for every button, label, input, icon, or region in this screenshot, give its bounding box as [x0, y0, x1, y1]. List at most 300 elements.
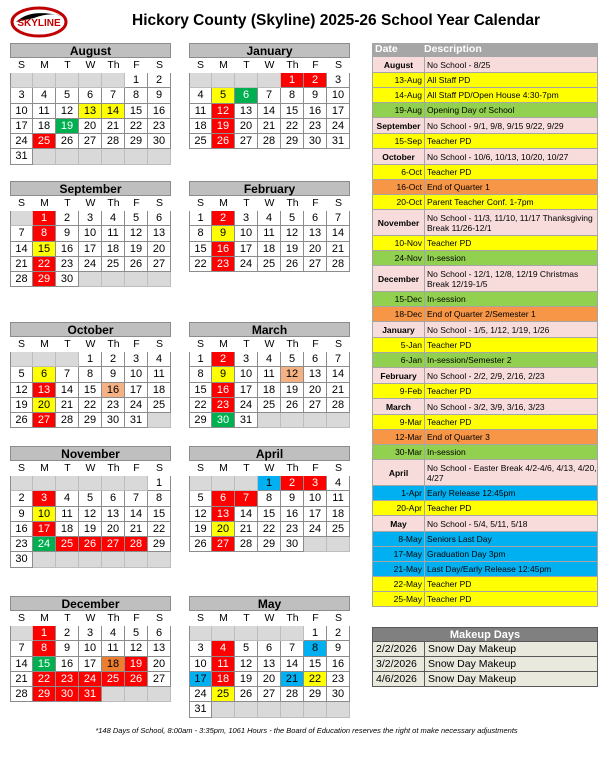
weekday-label: Th [286, 59, 299, 71]
empty-cell [33, 149, 56, 164]
day-cell: 20 [304, 242, 327, 257]
day-cell: 1 [125, 73, 148, 88]
month-title: December [10, 596, 171, 611]
day-cell: 2 [148, 73, 171, 88]
day-cell: 11 [189, 104, 212, 119]
weekday-label: T [243, 612, 250, 624]
weekday-label: W [264, 338, 275, 350]
empty-cell [10, 352, 33, 367]
legend-row [372, 118, 598, 134]
month-title: August [10, 43, 171, 58]
day-cell: 19 [281, 242, 304, 257]
day-cell: 21 [125, 522, 148, 537]
day-cell: 29 [33, 272, 56, 287]
day-cell: 31 [189, 702, 212, 717]
weekday-label: F [133, 462, 140, 474]
day-cell: 2 [327, 626, 350, 641]
day-cell: 24 [235, 257, 258, 272]
day-cell: 12 [10, 383, 33, 398]
weekday-header [189, 337, 350, 352]
day-cell: 23 [212, 398, 235, 413]
empty-cell [235, 702, 258, 717]
empty-cell [79, 149, 102, 164]
day-cell: 12 [125, 641, 148, 656]
day-cell: 31 [125, 413, 148, 428]
day-cell: 30 [281, 537, 304, 552]
page-title: Hickory County (Skyline) 2025-26 School Year Calendar [132, 12, 541, 29]
day-cell: 19 [189, 522, 212, 537]
day-cell: 18 [148, 383, 171, 398]
day-cell: 31 [235, 413, 258, 428]
day-cell: 17 [33, 522, 56, 537]
legend-description: In-session [427, 294, 466, 304]
day-cell: 10 [125, 367, 148, 382]
day-grid [189, 211, 350, 272]
legend-description: End of Quarter 1 [427, 182, 490, 192]
legend-date: 19-Aug [373, 103, 425, 117]
day-cell: 14 [235, 507, 258, 522]
day-cell: 16 [212, 383, 235, 398]
empty-cell [125, 272, 148, 287]
day-cell: 28 [10, 272, 33, 287]
day-cell: 18 [56, 522, 79, 537]
day-cell: 10 [235, 367, 258, 382]
day-cell: 23 [102, 398, 125, 413]
day-cell: 4 [102, 626, 125, 641]
weekday-header [10, 611, 171, 626]
empty-cell [56, 552, 79, 567]
day-cell: 29 [281, 134, 304, 149]
day-cell: 19 [281, 383, 304, 398]
day-cell: 19 [56, 119, 79, 134]
month-title: May [189, 596, 350, 611]
day-cell: 25 [56, 537, 79, 552]
legend-description: Teacher PD [427, 579, 472, 589]
makeup-title: Makeup Days [372, 627, 598, 642]
day-cell: 30 [56, 272, 79, 287]
empty-cell [235, 626, 258, 641]
legend-row [372, 547, 598, 562]
day-cell: 12 [281, 367, 304, 382]
weekday-label: Th [286, 462, 299, 474]
day-cell: 13 [304, 226, 327, 241]
empty-cell [258, 73, 281, 88]
day-cell: 28 [258, 134, 281, 149]
day-cell: 1 [148, 476, 171, 491]
day-cell: 3 [33, 491, 56, 506]
legend-description: Last Day/Early Release 12:45pm [427, 564, 552, 574]
day-cell: 5 [56, 88, 79, 103]
legend-row [372, 577, 598, 592]
day-cell: 22 [33, 672, 56, 687]
day-grid [189, 626, 350, 718]
empty-cell [212, 626, 235, 641]
day-cell: 4 [102, 211, 125, 226]
day-cell: 6 [212, 491, 235, 506]
legend-date: 20-Apr [373, 501, 425, 515]
legend-date: 17-May [373, 547, 425, 561]
day-cell: 26 [125, 672, 148, 687]
day-cell: 6 [33, 367, 56, 382]
legend-description: In-session/Semester 2 [427, 355, 512, 365]
day-cell: 19 [10, 398, 33, 413]
day-cell: 4 [327, 476, 350, 491]
day-cell: 1 [258, 476, 281, 491]
legend-row [372, 165, 598, 180]
day-cell: 3 [235, 352, 258, 367]
day-cell: 10 [79, 226, 102, 241]
legend-date: 1-Apr [373, 486, 425, 500]
day-grid [10, 476, 171, 568]
day-cell: 22 [125, 119, 148, 134]
day-cell: 22 [304, 672, 327, 687]
day-cell: 4 [258, 211, 281, 226]
legend-description: No School - 11/3, 11/10, 11/17 Thanksgiving Break 11/26-12/1 [427, 212, 593, 233]
legend-date: 15-Dec [373, 292, 425, 306]
day-cell: 21 [327, 383, 350, 398]
legend-description: End of Quarter 2/Semester 1 [427, 309, 536, 319]
weekday-label: S [155, 612, 163, 624]
day-cell: 6 [258, 641, 281, 656]
weekday-label: S [17, 462, 25, 474]
day-cell: 13 [258, 657, 281, 672]
day-cell: 22 [79, 398, 102, 413]
day-cell: 2 [304, 73, 327, 88]
day-cell: 21 [235, 522, 258, 537]
empty-cell [148, 413, 171, 428]
day-cell: 28 [327, 257, 350, 272]
day-cell: 17 [10, 119, 33, 134]
day-cell: 6 [304, 352, 327, 367]
day-cell: 15 [33, 657, 56, 672]
weekday-label: F [312, 59, 319, 71]
weekday-label: W [85, 59, 96, 71]
day-cell: 2 [56, 626, 79, 641]
empty-cell [79, 552, 102, 567]
day-cell: 2 [102, 352, 125, 367]
day-cell: 12 [281, 226, 304, 241]
day-cell: 19 [212, 119, 235, 134]
day-cell: 24 [33, 537, 56, 552]
day-cell: 31 [10, 149, 33, 164]
day-cell: 17 [235, 383, 258, 398]
legend-row [372, 445, 598, 460]
day-cell: 24 [10, 134, 33, 149]
day-cell: 2 [10, 491, 33, 506]
empty-cell [189, 626, 212, 641]
empty-cell [33, 476, 56, 491]
empty-cell [281, 413, 304, 428]
day-cell: 16 [304, 104, 327, 119]
day-cell: 24 [79, 257, 102, 272]
legend-date: 16-Oct [373, 180, 425, 194]
day-cell: 20 [148, 242, 171, 257]
day-cell: 18 [258, 242, 281, 257]
day-cell: 21 [258, 119, 281, 134]
legend-description: No School - 2/2, 2/9, 2/16, 2/23 [427, 370, 545, 381]
day-cell: 25 [212, 687, 235, 702]
day-cell: 2 [212, 211, 235, 226]
day-grid [10, 73, 171, 165]
empty-cell [102, 272, 125, 287]
day-cell: 17 [125, 383, 148, 398]
weekday-label: W [85, 462, 96, 474]
day-cell: 8 [33, 226, 56, 241]
day-cell: 15 [189, 383, 212, 398]
weekday-label: M [40, 462, 49, 474]
empty-cell [148, 552, 171, 567]
empty-cell [10, 211, 33, 226]
day-cell: 11 [148, 367, 171, 382]
footer-note: *148 Days of School, 8:00am - 3:35pm, 1061 Hours - the Board of Education reserves the right ot make necessary adjustments [95, 726, 518, 735]
day-cell: 26 [79, 537, 102, 552]
empty-cell [189, 476, 212, 491]
day-cell: 13 [148, 641, 171, 656]
day-cell: 10 [10, 104, 33, 119]
weekday-label: F [133, 338, 140, 350]
weekday-label: W [85, 197, 96, 209]
legend-description: No School - 1/5, 1/12, 1/19, 1/26 [427, 324, 550, 335]
legend-description: Teacher PD [427, 417, 472, 427]
day-cell: 3 [304, 476, 327, 491]
day-cell: 22 [281, 119, 304, 134]
day-cell: 11 [33, 104, 56, 119]
weekday-label: S [196, 197, 204, 209]
weekday-label: W [264, 612, 275, 624]
day-cell: 13 [235, 104, 258, 119]
empty-cell [56, 476, 79, 491]
day-cell: 2 [212, 352, 235, 367]
legend-date: 25-May [373, 592, 425, 606]
legend-description: Teacher PD [427, 386, 472, 396]
legend-row [372, 57, 598, 73]
day-cell: 26 [281, 398, 304, 413]
weekday-label: T [64, 462, 71, 474]
day-cell: 5 [235, 641, 258, 656]
legend-row [372, 430, 598, 445]
weekday-label: M [219, 59, 228, 71]
weekday-label: M [219, 197, 228, 209]
day-cell: 23 [281, 522, 304, 537]
weekday-label: S [334, 338, 342, 350]
weekday-label: W [85, 338, 96, 350]
month-april [189, 446, 350, 552]
legend-description: No School - 3/2, 3/9, 3/16, 3/23 [427, 401, 545, 412]
day-cell: 29 [79, 413, 102, 428]
day-cell: 20 [33, 398, 56, 413]
empty-cell [102, 476, 125, 491]
weekday-label: S [155, 338, 163, 350]
weekday-label: S [155, 462, 163, 474]
day-cell: 1 [79, 352, 102, 367]
legend-description: No School - 5/4, 5/11, 5/18 [427, 518, 528, 529]
empty-cell [281, 626, 304, 641]
legend-row [372, 103, 598, 118]
day-grid [189, 73, 350, 149]
day-cell: 8 [189, 367, 212, 382]
day-cell: 29 [148, 537, 171, 552]
month-february [189, 181, 350, 272]
weekday-label: Th [107, 338, 120, 350]
makeup-row [372, 642, 598, 657]
day-cell: 8 [33, 641, 56, 656]
legend-row [372, 592, 598, 607]
weekday-header [10, 196, 171, 211]
day-cell: 29 [189, 413, 212, 428]
day-cell: 10 [189, 657, 212, 672]
day-cell: 6 [148, 626, 171, 641]
weekday-label: M [219, 612, 228, 624]
day-cell: 29 [304, 687, 327, 702]
legend-date: 12-Mar [373, 430, 425, 444]
day-cell: 6 [148, 211, 171, 226]
month-title: April [189, 446, 350, 461]
day-cell: 6 [79, 88, 102, 103]
legend-date: 15-Sep [373, 134, 425, 148]
day-cell: 7 [10, 641, 33, 656]
day-cell: 21 [327, 242, 350, 257]
day-cell: 7 [102, 88, 125, 103]
day-cell: 14 [10, 242, 33, 257]
day-cell: 21 [10, 257, 33, 272]
day-cell: 14 [281, 657, 304, 672]
day-cell: 28 [327, 398, 350, 413]
day-cell: 3 [125, 352, 148, 367]
legend-date: February [373, 368, 425, 383]
empty-cell [327, 537, 350, 552]
day-cell: 26 [212, 134, 235, 149]
legend-date: 8-May [373, 532, 425, 546]
month-may [189, 596, 350, 718]
weekday-label: M [40, 338, 49, 350]
weekday-header [10, 58, 171, 73]
weekday-label: T [243, 462, 250, 474]
day-cell: 8 [304, 641, 327, 656]
day-cell: 4 [258, 352, 281, 367]
weekday-label: T [243, 59, 250, 71]
day-grid [10, 626, 171, 702]
day-cell: 22 [33, 257, 56, 272]
day-cell: 23 [10, 537, 33, 552]
legend-row [372, 368, 598, 384]
day-cell: 26 [10, 413, 33, 428]
month-december [10, 596, 171, 702]
day-grid [189, 352, 350, 428]
day-cell: 15 [148, 507, 171, 522]
day-cell: 18 [102, 657, 125, 672]
month-title: September [10, 181, 171, 196]
day-cell: 16 [56, 242, 79, 257]
day-cell: 24 [327, 119, 350, 134]
weekday-label: T [64, 59, 71, 71]
day-cell: 17 [189, 672, 212, 687]
day-cell: 7 [327, 211, 350, 226]
empty-cell [10, 626, 33, 641]
day-cell: 7 [258, 88, 281, 103]
empty-cell [258, 413, 281, 428]
weekday-label: Th [107, 197, 120, 209]
legend-row [372, 415, 598, 430]
day-cell: 14 [10, 657, 33, 672]
month-march [189, 322, 350, 428]
day-cell: 20 [148, 657, 171, 672]
legend-date: 9-Mar [373, 415, 425, 429]
legend-row [372, 149, 598, 165]
legend-date: 22-May [373, 577, 425, 591]
day-cell: 17 [235, 242, 258, 257]
day-cell: 8 [281, 88, 304, 103]
day-cell: 24 [79, 672, 102, 687]
day-cell: 1 [189, 211, 212, 226]
day-cell: 13 [304, 367, 327, 382]
legend-description: In-session [427, 447, 466, 457]
day-cell: 27 [102, 537, 125, 552]
day-cell: 12 [79, 507, 102, 522]
month-title: February [189, 181, 350, 196]
day-cell: 1 [33, 211, 56, 226]
weekday-label: S [196, 612, 204, 624]
day-cell: 25 [258, 398, 281, 413]
empty-cell [304, 537, 327, 552]
legend-header-description: Description [424, 43, 482, 55]
legend-row [372, 134, 598, 149]
weekday-label: F [133, 59, 140, 71]
legend-header [372, 43, 598, 57]
legend-date: December [373, 266, 425, 291]
day-cell: 17 [304, 507, 327, 522]
day-cell: 12 [125, 226, 148, 241]
day-cell: 18 [258, 383, 281, 398]
day-cell: 4 [189, 88, 212, 103]
weekday-label: S [334, 462, 342, 474]
weekday-label: S [155, 59, 163, 71]
legend-row [372, 88, 598, 103]
day-cell: 5 [10, 367, 33, 382]
empty-cell [102, 73, 125, 88]
day-cell: 13 [102, 507, 125, 522]
day-cell: 18 [102, 242, 125, 257]
weekday-label: M [40, 197, 49, 209]
legend-table [372, 43, 598, 607]
day-cell: 23 [56, 257, 79, 272]
day-cell: 12 [212, 104, 235, 119]
day-cell: 3 [189, 641, 212, 656]
day-cell: 16 [10, 522, 33, 537]
empty-cell [189, 73, 212, 88]
empty-cell [79, 73, 102, 88]
day-cell: 16 [102, 383, 125, 398]
day-cell: 21 [281, 672, 304, 687]
weekday-label: F [133, 612, 140, 624]
day-cell: 10 [33, 507, 56, 522]
weekday-label: Th [286, 612, 299, 624]
legend-description: Teacher PD [427, 136, 472, 146]
day-cell: 25 [33, 134, 56, 149]
legend-description: Opening Day of School [427, 105, 515, 115]
empty-cell [258, 702, 281, 717]
legend-description: No School - 10/6, 10/13, 10/20, 10/27 [427, 151, 569, 162]
legend-description: Teacher PD [427, 167, 472, 177]
legend-date: August [373, 57, 425, 72]
empty-cell [56, 352, 79, 367]
day-cell: 15 [125, 104, 148, 119]
legend-row [372, 73, 598, 88]
empty-cell [33, 552, 56, 567]
day-cell: 26 [125, 257, 148, 272]
weekday-label: S [334, 612, 342, 624]
day-cell: 4 [56, 491, 79, 506]
legend-description: Early Release 12:45pm [427, 488, 516, 498]
